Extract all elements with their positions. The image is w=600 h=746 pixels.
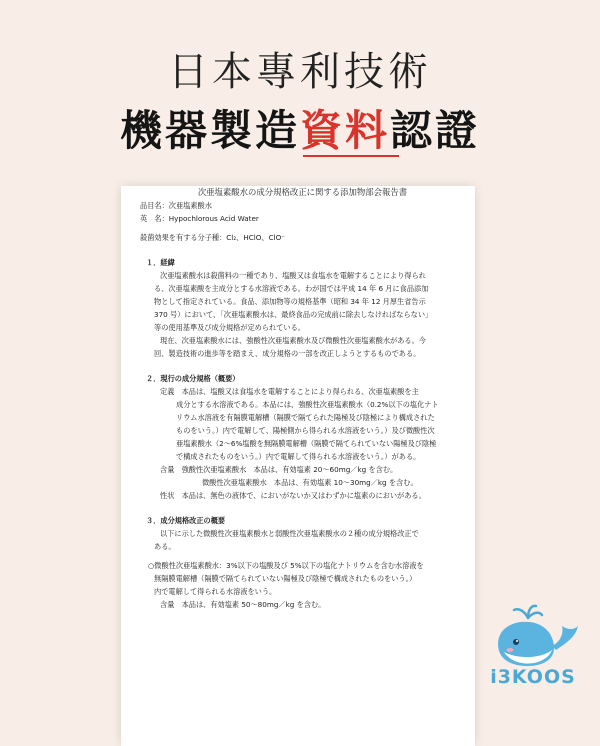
section2-line: 成分とする水溶液である。本品には、強酸性次亜塩素酸水（0.2%以下の塩化ナト xyxy=(176,400,439,409)
section3-line: 無隔膜電解槽（隔膜で隔てられていない陽極及び陰極で構成されたものをいう。） xyxy=(154,574,417,583)
section1-line: 現在、次亜塩素酸水には、強酸性次亜塩素酸水及び微酸性次亜塩素酸水がある。今 xyxy=(160,336,426,345)
section1-line: 次亜塩素酸水は殺菌料の一種であり、塩酸又は食塩水を電解することにより得られ xyxy=(160,271,426,280)
section1-line: 物として指定されている。食品、添加物等の規格基準（昭和 34 年 12 月厚生省告示 xyxy=(154,297,426,306)
section2-line: 微酸性次亜塩素酸水 本品は、有効塩素 10〜30mg／kg を含む。 xyxy=(202,478,418,487)
molecule-species: 殺菌効果を有する分子種：Cl₂、HClO、ClO⁻ xyxy=(140,233,286,242)
section1-line: 回、製造技術の進歩等を踏まえ、成分規格の一部を改正しようとするものである。 xyxy=(154,349,421,358)
section2-line: で構成されたものをいう。）内で電解して得られる水溶液をいう。）がある。 xyxy=(176,452,421,461)
highlight-underline xyxy=(303,155,399,157)
title-part2: 認證 xyxy=(390,106,481,155)
product-name: 品目名：次亜塩素酸水 xyxy=(140,201,212,210)
page-title-line1: 日本專利技術 xyxy=(168,49,432,95)
brand-logo-text: i3KOOS xyxy=(490,666,576,688)
section1-line: る、次亜塩素酸を主成分とする水溶液である。わが国では平成 14 年 6 月に食品添加 xyxy=(154,284,429,293)
section3-line: 含量 本品は、有効塩素 50〜80mg／kg を含む。 xyxy=(160,600,326,609)
section2-line: 亜塩素酸水（2〜6%塩酸を無隔膜電解槽（隔膜で隔てられていない陽極及び陰極 xyxy=(176,439,437,448)
section3-line: 内で電解して得られる水溶液をいう。 xyxy=(154,587,277,596)
section1-line: 等の使用基準及び成分規格が定められている。 xyxy=(154,323,305,332)
section3-line: 以下に示した微酸性次亜塩素酸水と弱酸性次亜塩素酸水の２種の成分規格改正で xyxy=(160,529,419,538)
document-content xyxy=(140,186,465,611)
section3-line: ある。 xyxy=(154,542,176,551)
section2-heading: ２．現行の成分規格（概要） xyxy=(146,374,240,383)
section2-line: ものをいう。）内で電解して、陽極側から得られる水溶液をいう。）及び微酸性次 xyxy=(176,426,435,435)
title-highlight: 資料 xyxy=(299,106,390,155)
section3-heading: ３．成分規格改正の概要 xyxy=(146,516,226,525)
section1-line: 370 号）において、「次亜塩素酸水は、最終食品の完成前に除去しなければならない」 xyxy=(154,310,433,319)
document-title: 次亜塩素酸水の成分規格改正に関する添加物部会報告書 xyxy=(197,187,408,197)
section2-line: 定義 本品は、塩酸又は食塩水を電解することにより得られる、次亜塩素酸を主 xyxy=(160,387,419,396)
english-name: 英 名：Hypochlorous Acid Water xyxy=(140,214,259,223)
section2-line: リウム水溶液を有隔膜電解槽（隔膜で隔てられた陽極及び陰極により構成された xyxy=(176,413,435,422)
section2-line: 含量 強酸性次亜塩素酸水 本品は、有効塩素 20〜60mg／kg を含む。 xyxy=(160,465,398,474)
page-title-line2 xyxy=(0,98,600,158)
section1-heading: １．経緯 xyxy=(146,258,175,267)
title-part1: 機器製造 xyxy=(119,106,300,155)
section2-line: 性状 本品は、無色の液体で、においがないか又はわずかに塩素のにおいがある。 xyxy=(160,491,426,500)
section3-line: ○微酸性次亜塩素酸水：3%以下の塩酸及び 5%以下の塩化ナトリウムを含む水溶液を xyxy=(148,561,424,570)
